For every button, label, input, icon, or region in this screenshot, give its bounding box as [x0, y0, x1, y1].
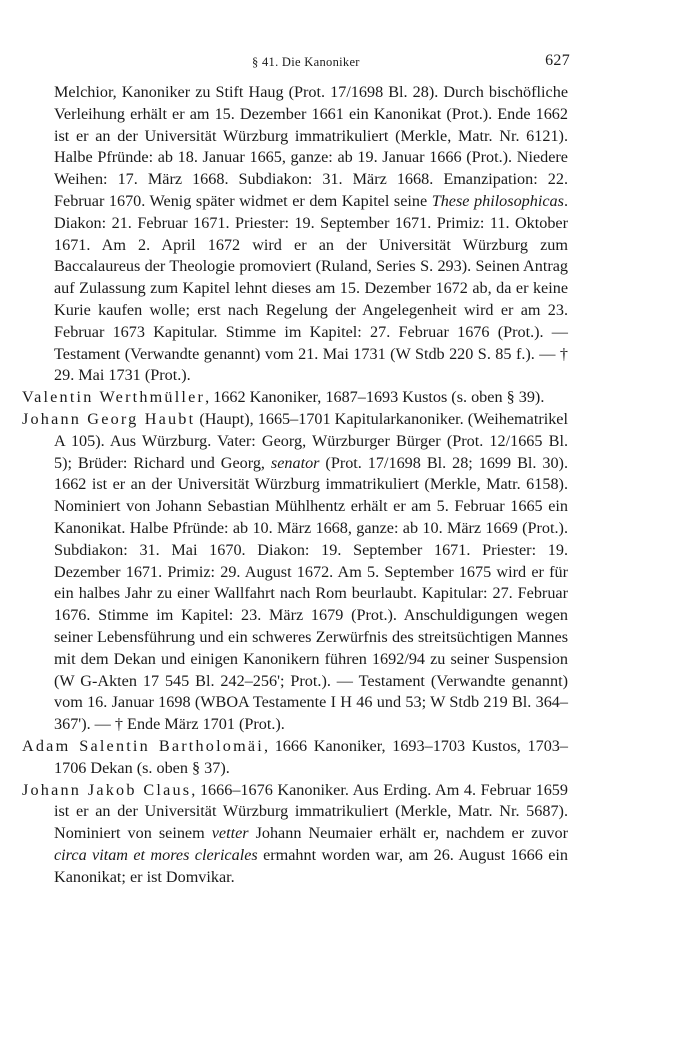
entry-paragraph: [22, 736, 568, 780]
person-name: Johann Georg Haubt: [22, 409, 196, 428]
person-name: Johann Jakob Claus: [22, 780, 192, 799]
entries-list: [22, 82, 568, 888]
entry-paragraph: [22, 409, 568, 736]
person-name: Adam Salentin Bartholomäi: [22, 736, 264, 755]
entry-text: , 1666 Kanoniker, 1693–1703 Kustos, 1703–1706 Dekan (s. oben § 37).: [54, 736, 568, 777]
latin-term: senator: [270, 453, 320, 472]
entry-paragraph: [22, 82, 568, 387]
section-title: § 41. Die Kanoniker: [252, 55, 360, 69]
entry-text: ermahnt worden war, am 26. August 1666 ein Kanonikat; er ist Domvikar.: [54, 845, 568, 886]
running-head: [22, 52, 570, 72]
person-name: Valentin Werthmüller: [22, 388, 206, 407]
entry-paragraph: [22, 780, 568, 889]
entry-paragraph: [22, 387, 568, 409]
entry-text: , 1662 Kanoniker, 1687–1693 Kustos (s. oben § 39).: [205, 388, 545, 407]
entry-text: (Prot. 17/1698 Bl. 28; 1699 Bl. 30). 1662 ist er an der Universität Würzburg immatrikuliert (Merkle, Matr. 6158). Nominiert von Johann Sebastian Mühlhentz erhält er am 5. Februar 1665 ein Kanonikat. Halbe Pfründe: ab 10. März 1668, ganze: ab 10. März 1669 (Prot.). Subdiakon: 31. Mai 1670. Diakon: 19. September 1671. Priester: 19. Dezember 1671. Primiz: 29. August 1672. Am 5. September 1675 wird er für ein halbes Jahr zu einer Wallfahrt nach Rom beurlaubt. Kapitular: 27. Februar 1676. Stimme im Kapitel: 23. März 1679 (Prot.). Anschuldigungen wegen seiner Lebensführung und ein schweres Zerwürfnis des streitsüchtigen Mannes mit dem Dekan und einigen Kanonikern führen 1692/94 zu seiner Suspension (W G-Akten 17 545 Bl. 242–256'; Prot.). — Testament (Verwandte genannt) vom 16. Januar 1698 (WBOA Testamente I H 46 und 53; W Stdb 219 Bl. 364–367'). — † Ende März 1701 (Prot.).: [54, 453, 568, 734]
entry-text: (Haupt), 1665–1701 Kapitularkanoniker. (Weihematrikel A 105). Aus Würzburg. Vater: Georg, Würzburger Bürger (Prot. 12/1665 Bl. 5); Brüder: Richard und Georg,: [54, 409, 568, 472]
entry-text: Johann Neumaier erhält er, nachdem er zuvor: [248, 824, 568, 843]
page-number: 627: [545, 52, 570, 69]
entry-text: Melchior, Kanoniker zu Stift Haug (Prot. 17/1698 Bl. 28). Durch bischöfliche Verleihung erhält er am 15. Dezember 1661 ein Kanonikat (Prot.). Ende 1662 ist er an der Universität Würzburg immatrikuliert (Merkle, Matr. Nr. 6121). Halbe Pfründe: ab 18. Januar 1665, ganze: ab 19. Januar 1666 (Prot.). Niedere Weihen: 17. März 1668. Subdiakon: 31. März 1668. Emanzipation: 22. Februar 1670. Wenig später widmet er dem Kapitel seine: [54, 83, 568, 210]
latin-term: circa vitam et mores clericales: [54, 845, 258, 864]
entry-text: . Diakon: 21. Februar 1671. Priester: 19. September 1671. Primiz: 11. Oktober 1671. Am 2. April 1672 wird er an der Universität Würzburg zum Baccalaureus der Theologie promoviert (Ruland, Series S. 293). Seinen Antrag auf Zulassung zum Kapitel lehnt dieses am 15. Dezember 1672 ab, da er keine Kurie kaufen wolle; erst nach Regelung der Angelegenheit wird er am 23. Februar 1673 Kapitular. Stimme im Kapitel: 27. Februar 1676 (Prot.). — Testament (Verwandte genannt) vom 21. Mai 1731 (W Stdb 220 S. 85 f.). — † 29. Mai 1731 (Prot.).: [54, 191, 568, 385]
latin-term: These philosophicas: [431, 191, 564, 210]
latin-term: vetter: [211, 824, 249, 843]
entry-text: , 1666–1676 Kanoniker. Aus Erding. Am 4. Februar 1659 ist er an der Universität Würzburg immatrikuliert (Merkle, Matr. Nr. 5687). Nominiert von seinem: [54, 780, 568, 843]
